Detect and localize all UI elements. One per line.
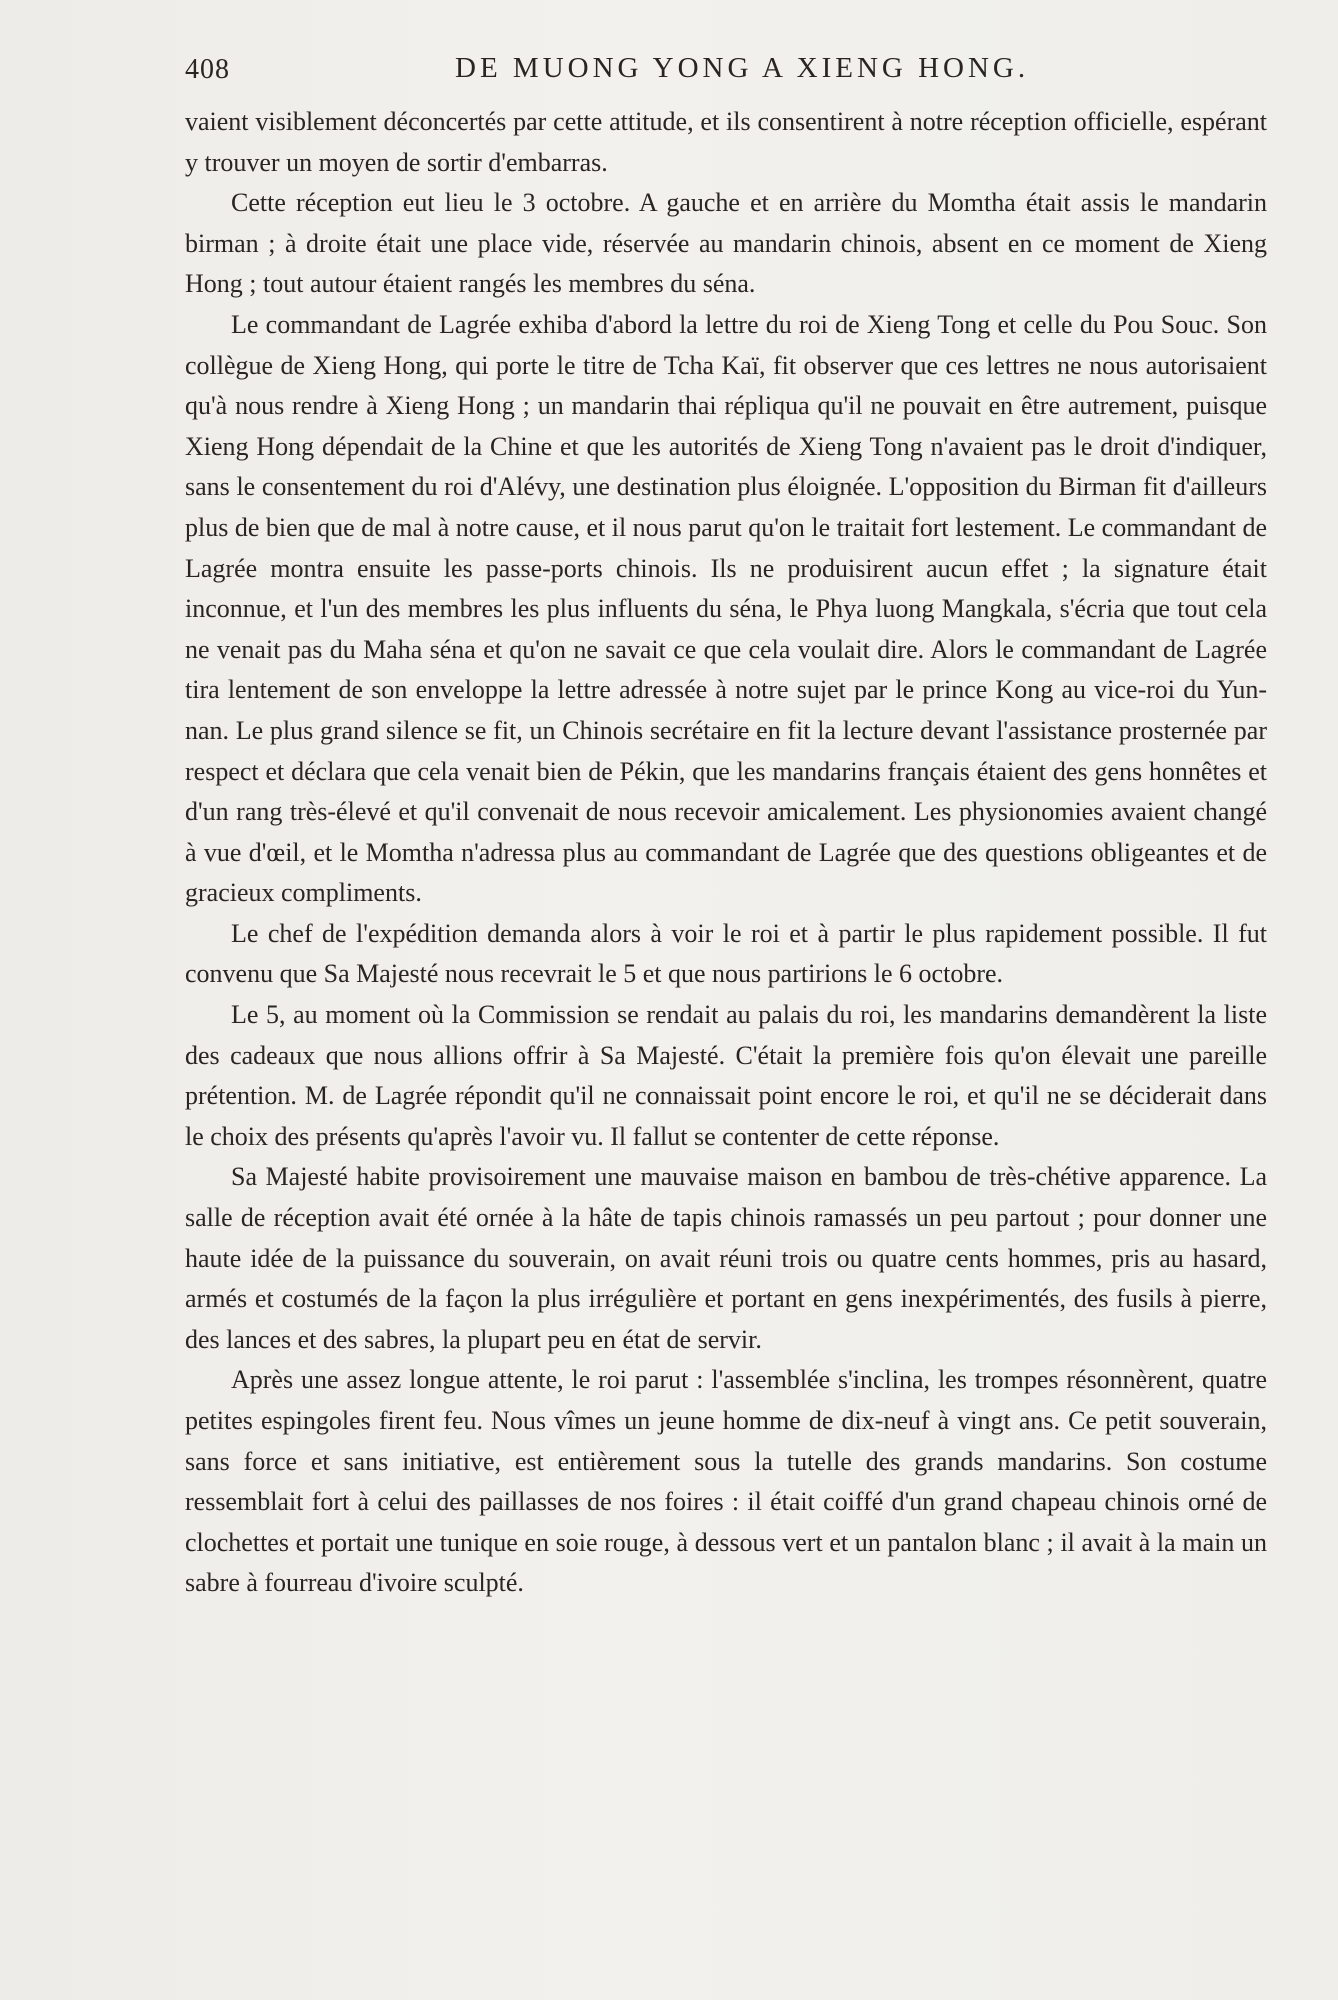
- paragraph-4: Le chef de l'expédition demanda alors à voir le roi et à partir le plus rapidement possible. Il fut convenu que Sa Majesté nous recevrait le 5 et que nous partirions le 6 octobre.: [185, 918, 1267, 989]
- paragraph-5: Le 5, au moment où la Commission se rendait au palais du roi, les mandarins demandèrent la liste des cadeaux que nous allions offrir à Sa Majesté. C'était la première fois qu'on élevait une pareille prétention. M. de Lagrée répondit qu'il ne connaissait point encore le roi, et qu'il ne se déciderait dans le choix des présents qu'après l'avoir vu. Il fallut se contenter de cette réponse.: [185, 1000, 1267, 1151]
- page-number: 408: [185, 54, 230, 85]
- paragraph-1: vaient visiblement déconcertés par cette attitude, et ils consentirent à notre réception officielle, espérant y trouver un moyen de sortir d'embarras.: [185, 107, 1267, 177]
- paragraph-3: Le commandant de Lagrée exhiba d'abord la lettre du roi de Xieng Tong et celle du Pou Souc. Son collègue de Xieng Hong, qui porte le titre de Tcha Kaï, fit observer que ces lettres ne nous autorisaient qu'à nous rendre à Xieng Hong ; un mandarin thai répliqua qu'il ne pouvait en être autrement, puisque Xieng Hong dépendait de la Chine et que les autorités de Xieng Tong n'avaient pas le droit d'indiquer, sans le consentement du roi d'Alévy, une destination plus éloignée. L'opposition du Birman fit d'ailleurs plus de bien que de mal à notre cause, et il nous parut qu'on le traitait fort lestement. Le commandant de Lagrée montra ensuite les passe-ports chinois. Ils ne produisirent aucun effet ; la signature était inconnue, et l'un des membres les plus influents du séna, le Phya luong Mangkala, s'écria que tout cela ne venait pas du Maha séna et qu'on ne savait ce que cela voulait dire. Alors le commandant de Lagrée tira lentement de son enveloppe la lettre adressée à notre sujet par le prince Kong au vice-roi du Yun-nan. Le plus grand silence se fit, un Chinois secrétaire en fit la lecture devant l'assistance prosternée par respect et déclara que cela venait bien de Pékin, que les mandarins français étaient des gens honnêtes et d'un rang très-élevé et qu'il convenait de nous recevoir amicalement. Les physionomies avaient changé à vue d'œil, et le Momtha n'adressa plus au commandant de Lagrée que des questions obligeantes et de gracieux compliments.: [185, 309, 1267, 908]
- paragraph-6: Sa Majesté habite provisoirement une mauvaise maison en bambou de très-chétive apparence. La salle de réception avait été ornée à la hâte de tapis chinois ramassés un peu partout ; pour donner une haute idée de la puissance du souverain, on avait réuni trois ou quatre cents hommes, pris au hasard, armés et costumés de la façon la plus irrégulière et portant en gens inexpérimentés, des fusils à pierre, des lances et des sabres, la plupart peu en état de servir.: [185, 1162, 1267, 1354]
- running-title: DE MUONG YONG A XIENG HONG.: [455, 52, 1030, 84]
- paragraph-7: Après une assez longue attente, le roi parut : l'assemblée s'inclina, les trompes résonnèrent, quatre petites espingoles firent feu. Nous vîmes un jeune homme de dix-neuf à vingt ans. Ce petit souverain, sans force et sans initiative, est entièrement sous la tutelle des grands mandarins. Son costume ressemblait fort à celui des paillasses de nos foires : il était coiffé d'un grand chapeau chinois orné de clochettes et portait une tunique en soie rouge, à dessous vert et un pantalon blanc ; il avait à la main un sabre à fourreau d'ivoire sculpté.: [185, 1365, 1267, 1598]
- body-text: [185, 102, 1267, 1604]
- page-header: [185, 50, 1267, 94]
- paragraph-2: Cette réception eut lieu le 3 octobre. A gauche et en arrière du Momtha était assis le mandarin birman ; à droite était une place vide, réservée au mandarin chinois, absent en ce moment de Xieng Hong ; tout autour étaient rangés les membres du séna.: [185, 188, 1267, 299]
